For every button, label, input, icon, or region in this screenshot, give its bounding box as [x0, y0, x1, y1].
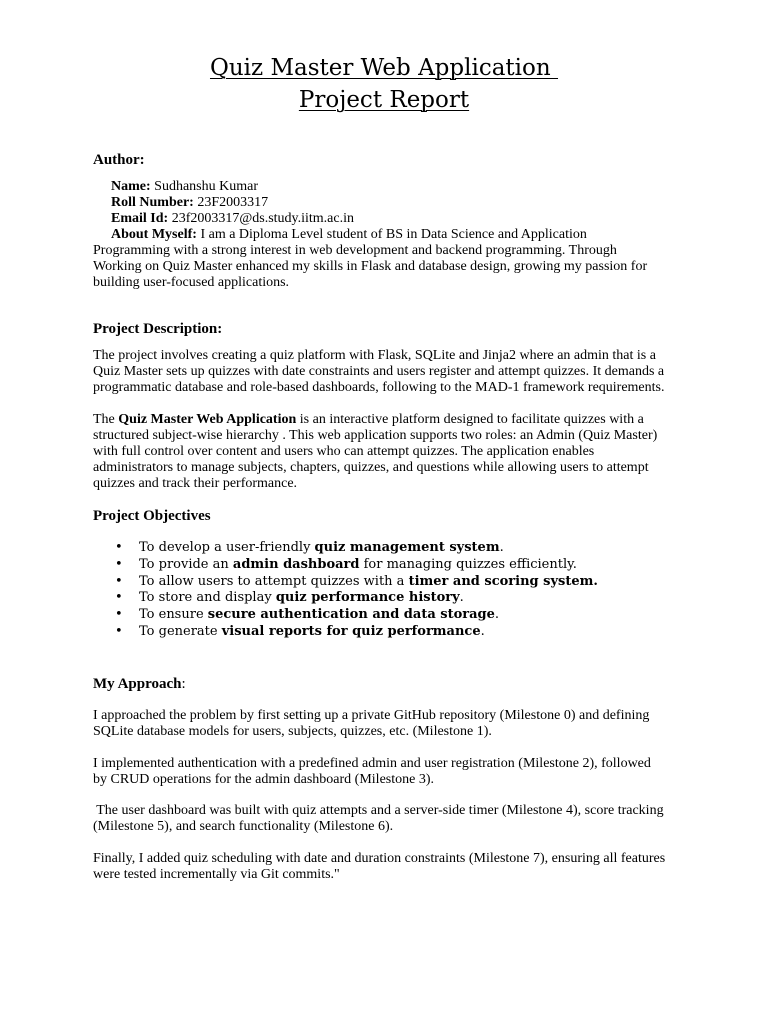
item-text: .: [459, 590, 464, 606]
email-label: Email Id:: [111, 211, 169, 226]
roll-label: Roll Number:: [111, 195, 194, 210]
bullet-icon: •: [115, 556, 123, 572]
approach-paragraph-1: [93, 708, 685, 740]
item-text: To develop a user-friendly: [139, 540, 315, 555]
item-bold: timer and scoring system.: [408, 573, 598, 589]
about-text: Working on Quiz Master enhanced my skills in Flask and database design, growing my passion for: [93, 259, 648, 274]
author-email-line: [93, 211, 685, 227]
paragraph-line: I implemented authentication with a predefined admin and user registration (Milestone 2), followed: [93, 756, 651, 771]
app-name-bold: Quiz Master Web Application: [118, 412, 297, 427]
paragraph-line: I approached the problem by first setting up a private GitHub repository (Milestone 0) and defining: [93, 708, 650, 723]
paragraph-line: (Milestone 5), and search functionality (Milestone 6).: [93, 819, 394, 834]
paragraph-line: quizzes and track their performance.: [93, 476, 298, 491]
author-roll-line: [93, 195, 685, 211]
paragraph-line: with full control over content and users who can attempt quizzes. The application enables: [93, 444, 595, 459]
item-text: .: [499, 540, 504, 555]
item-text: To allow users to attempt quizzes with a: [139, 573, 409, 589]
paragraph-line: were tested incrementally via Git commits.": [93, 867, 340, 882]
author-heading: Author:: [93, 152, 145, 168]
about-text: Programming with a strong interest in web development and backend programming. Through: [93, 243, 617, 258]
paragraph-line: [93, 412, 685, 428]
bullet-icon: •: [115, 607, 123, 623]
list-item: [93, 557, 598, 574]
paragraph-line: programmatic database and role-based dashboards, following to the MAD-1 framework requirements.: [93, 380, 665, 395]
item-text: .: [494, 607, 500, 623]
list-item: [93, 574, 598, 591]
approach-paragraph-4: [93, 851, 685, 883]
item-bold: quiz management system: [314, 540, 500, 555]
item-bold: visual reports for quiz performance: [221, 623, 481, 639]
item-text: for managing quizzes efficiently.: [359, 556, 577, 572]
list-item: [93, 607, 598, 624]
paragraph-line: The user dashboard was built with quiz attempts and a server-side timer (Milestone 4), score tracking: [93, 803, 664, 818]
item-bold: admin dashboard: [232, 556, 360, 572]
about-text: I am a Diploma Level student of BS in Data Science and Application: [196, 227, 587, 242]
list-item: [93, 590, 598, 607]
bullet-icon: •: [115, 623, 123, 639]
approach-heading: [93, 675, 186, 693]
item-bold: secure authentication and data storage: [207, 607, 495, 623]
description-paragraph-2: [93, 412, 685, 492]
paragraph-line: by CRUD operations for the admin dashboard (Milestone 3).: [93, 772, 434, 787]
item-text: To ensure: [139, 607, 208, 623]
approach-heading-colon: :: [181, 676, 186, 692]
bullet-icon: •: [115, 540, 123, 555]
email-value: 23f2003317@ds.study.iitm.ac.in: [168, 211, 354, 226]
author-name-line: [93, 179, 685, 195]
objectives-list: [93, 540, 598, 641]
author-details: [93, 179, 685, 291]
document-title-line-1: Quiz Master Web Application: [209, 55, 559, 81]
approach-paragraph-2: [93, 756, 685, 788]
description-paragraph-1: [93, 348, 685, 396]
approach-heading-text: My Approach: [93, 676, 182, 692]
author-about-line: [93, 227, 685, 243]
bullet-icon: •: [115, 573, 123, 589]
paragraph-line: SQLite database models for users, subjects, quizzes, etc. (Milestone 1).: [93, 724, 492, 739]
name-value: Sudhanshu Kumar: [150, 179, 258, 194]
paragraph-line: structured subject-wise hierarchy . This web application supports two roles: an Admin (Quiz Master): [93, 428, 658, 443]
paragraph-prefix: The: [93, 412, 119, 427]
description-heading: Project Description:: [93, 321, 223, 337]
paragraph-line: Finally, I added quiz scheduling with date and duration constraints (Milestone 7), ensuring all features: [93, 851, 666, 866]
objectives-heading: Project Objectives: [93, 508, 211, 524]
approach-paragraph-3: [93, 803, 685, 835]
paragraph-line: The project involves creating a quiz platform with Flask, SQLite and Jinja2 where an admin that is a: [93, 348, 656, 363]
bullet-icon: •: [115, 590, 123, 606]
list-item: [93, 540, 598, 557]
item-bold: quiz performance history: [275, 590, 460, 606]
roll-value: 23F2003317: [193, 195, 269, 210]
name-label: Name:: [111, 179, 151, 194]
document-title-line-2: Project Report: [298, 87, 470, 113]
about-text: building user-focused applications.: [93, 275, 290, 290]
item-text: .: [480, 623, 485, 639]
paragraph-line: administrators to manage subjects, chapters, quizzes, and questions while allowing users to attempt: [93, 460, 649, 475]
item-text: To generate: [139, 623, 222, 639]
paragraph-text: is an interactive platform designed to facilitate quizzes with a: [296, 412, 644, 427]
about-label: About Myself:: [111, 227, 197, 242]
list-item: [93, 624, 598, 641]
paragraph-line: Quiz Master sets up quizzes with date constraints and users register and attempt quizzes. It demands a: [93, 364, 665, 379]
item-text: To store and display: [139, 590, 276, 606]
item-text: To provide an: [139, 556, 233, 572]
